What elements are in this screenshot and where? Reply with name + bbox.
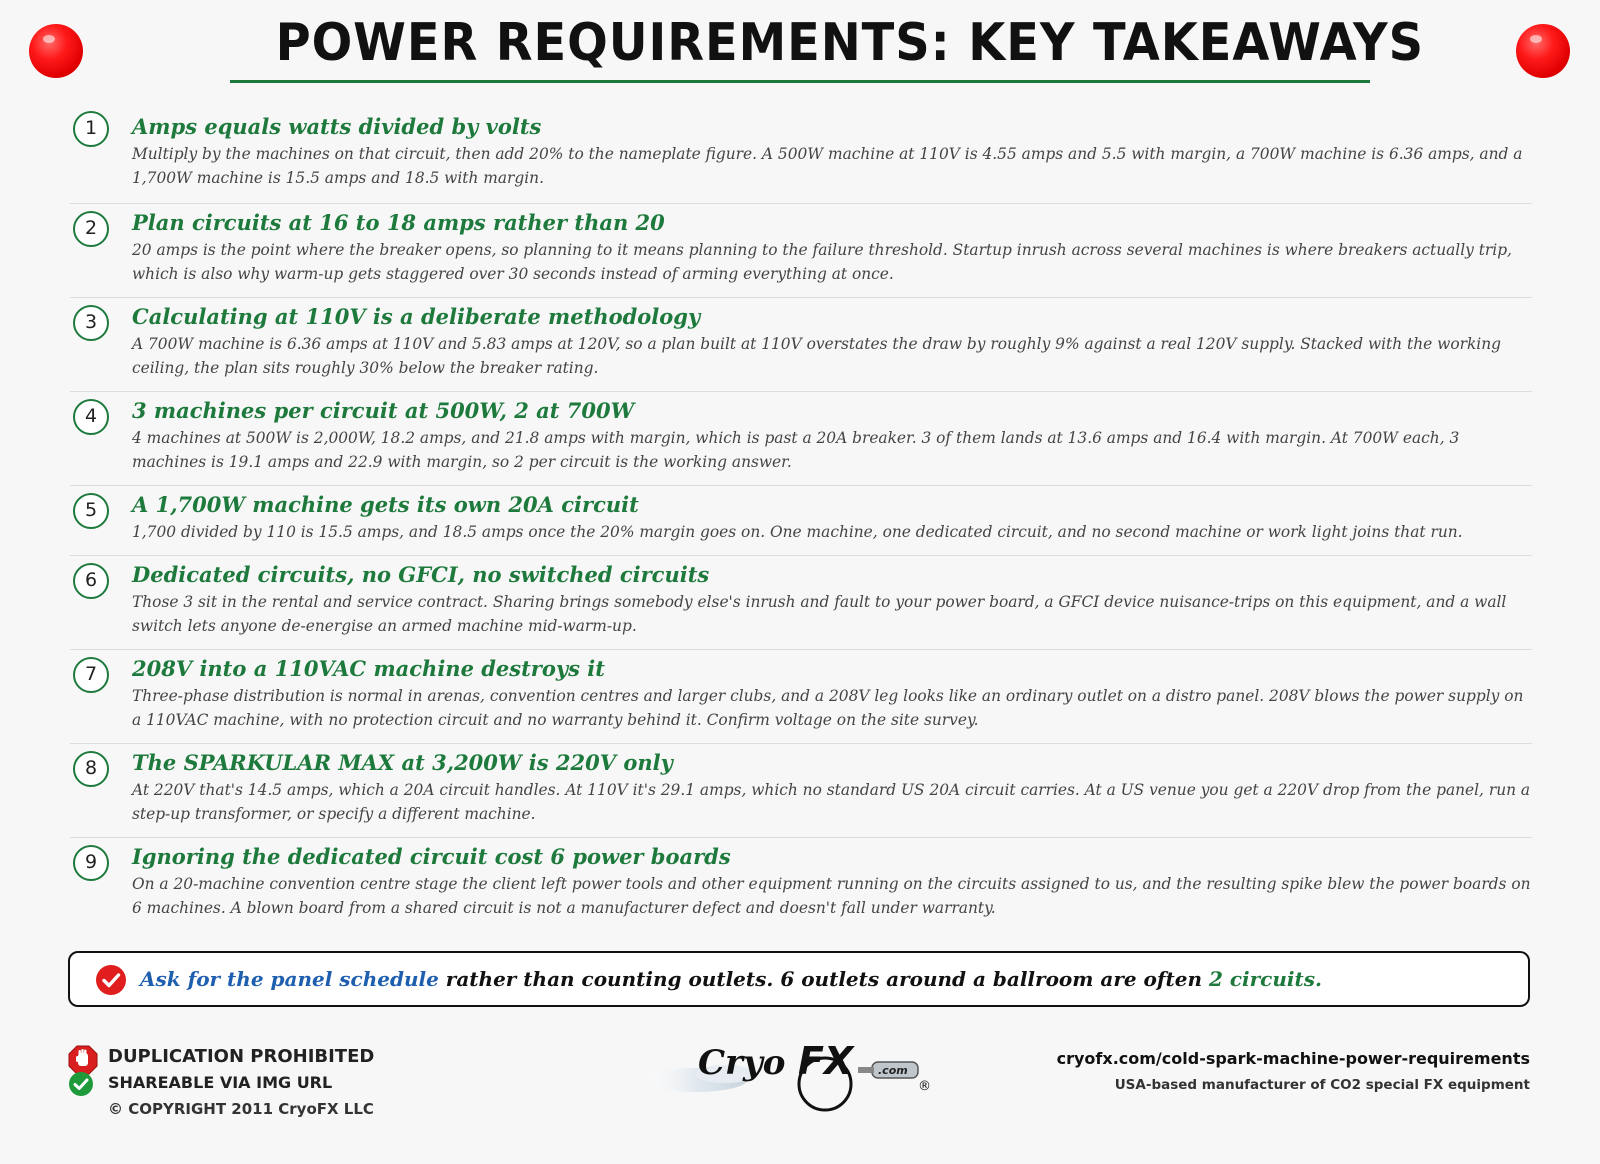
item-title: 208V into a 110VAC machine destroys it [132, 656, 605, 681]
takeaway-item-2 [70, 204, 1532, 298]
item-body: Three-phase distribution is normal in arenas, convention centres and larger clubs, and a 208V leg looks like an ordinary outlet on a distro panel. 208V blows the power supply on a 110VAC machine, with no protection circuit and no warranty behind it. Confirm voltage on the site survey. [132, 687, 1524, 729]
company-tagline: USA-based manufacturer of CO2 special FX equipment [1114, 1077, 1530, 1093]
item-title: 3 machines per circuit at 500W, 2 at 700W [132, 398, 635, 423]
callout-lead: Ask for the panel schedule [140, 967, 439, 991]
takeaway-item-9 [70, 838, 1532, 932]
logo-text-fx: FX [798, 1039, 854, 1083]
item-body: At 220V that's 14.5 amps, which a 20A circuit handles. At 110V it's 29.1 amps, which no standard US 20A circuit carries. At a US venue you get a 220V drop from the panel, run a step-up transformer, or specify a different machine. [132, 781, 1531, 823]
item-number-badge: 4 [73, 399, 109, 435]
copyright-text: © COPYRIGHT 2011 CryoFX LLC [108, 1100, 374, 1118]
footer-source [1057, 1046, 1530, 1098]
copyright-row [68, 1096, 374, 1122]
item-body: 1,700 divided by 110 is 15.5 amps, and 18.5 amps once the 20% margin goes on. One machine, one dedicated circuit, and no second machine or work light joins that run. [132, 523, 1463, 541]
page-title: POWER REQUIREMENTS: KEY TAKEAWAYS [275, 13, 1424, 73]
takeaway-item-1 [70, 108, 1532, 204]
item-body: A 700W machine is 6.36 amps at 110V and 5.83 amps at 120V, so a plan built at 110V overstates the draw by roughly 9% against a real 120V supply. Stacked with the working ceiling, the plan sits roughly 30% below the breaker rating. [132, 335, 1501, 377]
takeaways-list [70, 108, 1532, 932]
item-number-badge: 2 [73, 211, 109, 247]
logo-registered-mark: ® [918, 1079, 931, 1094]
takeaway-item-7 [70, 650, 1532, 744]
item-title: The SPARKULAR MAX at 3,200W is 220V only [132, 750, 673, 775]
takeaway-item-4 [70, 392, 1532, 486]
item-title: Amps equals watts divided by volts [132, 114, 542, 139]
item-body: 20 amps is the point where the breaker opens, so planning to it means planning to the failure threshold. Startup inrush across several machines is where breakers actually trip, which is also why warm-up gets staggered over 30 seconds instead of arming everything at once. [132, 241, 1512, 283]
item-body: Those 3 sit in the rental and service contract. Sharing brings somebody else's inrush and fault to your power board, a GFCI device nuisance-trips on this equipment, and a wall switch lets anyone de-energise an armed machine mid-warm-up. [132, 593, 1507, 635]
takeaway-item-5 [70, 486, 1532, 556]
item-title: Calculating at 110V is a deliberate methodology [132, 304, 701, 329]
logo-text-cryo: Cryo [698, 1043, 786, 1083]
callout-text [140, 953, 1322, 1005]
title-underline [230, 80, 1370, 83]
red-dot-left-decoration [29, 24, 83, 78]
takeaway-item-3 [70, 298, 1532, 392]
item-number-badge: 5 [73, 493, 109, 529]
check-circle-icon [96, 965, 126, 995]
item-number-badge: 7 [73, 657, 109, 693]
item-number-badge: 8 [73, 751, 109, 787]
item-title: Dedicated circuits, no GFCI, no switched circuits [132, 562, 710, 587]
panel-schedule-callout [68, 951, 1530, 1007]
item-body: 4 machines at 500W is 2,000W, 18.2 amps, and 21.8 amps with margin, which is past a 20A breaker. 3 of them lands at 13.6 amps and 16.4 with margin. At 700W each, 3 machines is 19.1 amps and 22.9 with margin, so 2 per circuit is the working answer. [132, 429, 1460, 471]
cryofx-logo [640, 1028, 940, 1118]
callout-highlight: 2 circuits. [1208, 967, 1322, 991]
item-number-badge: 3 [73, 305, 109, 341]
item-number-badge: 1 [73, 111, 109, 147]
takeaway-item-8 [70, 744, 1532, 838]
duplication-prohibited-row [68, 1044, 374, 1070]
item-body: Multiply by the machines on that circuit, then add 20% to the nameplate figure. A 500W machine at 110V is 4.55 amps and 5.5 with margin, a 700W machine is 6.36 amps, and a 1,700W machine is 15.5 amps and 18.5 with margin. [132, 145, 1523, 187]
red-dot-right-decoration [1516, 24, 1570, 78]
item-title: Ignoring the dedicated circuit cost 6 power boards [132, 844, 731, 869]
duplication-prohibited-text: DUPLICATION PROHIBITED [108, 1046, 375, 1067]
footer-rights [68, 1044, 374, 1122]
item-number-badge: 9 [73, 845, 109, 881]
item-number-badge: 6 [73, 563, 109, 599]
takeaway-item-6 [70, 556, 1532, 650]
item-title: Plan circuits at 16 to 18 amps rather than 20 [132, 210, 665, 235]
shareable-text: SHAREABLE VIA IMG URL [108, 1073, 333, 1092]
source-url[interactable]: cryofx.com/cold-spark-machine-power-requirements [1056, 1049, 1530, 1068]
item-title: A 1,700W machine gets its own 20A circuit [132, 492, 639, 517]
shareable-row [68, 1070, 374, 1096]
logo-text-com: .com [878, 1064, 908, 1077]
callout-middle: rather than counting outlets. 6 outlets around a ballroom are often [438, 967, 1209, 991]
item-body: On a 20-machine convention centre stage the client left power tools and other equipment running on the circuits assigned to us, and the resulting spike blew the power boards on 6 machines. A blown board from a shared circuit is not a manufacturer defect and doesn't fall under warranty. [132, 875, 1531, 917]
